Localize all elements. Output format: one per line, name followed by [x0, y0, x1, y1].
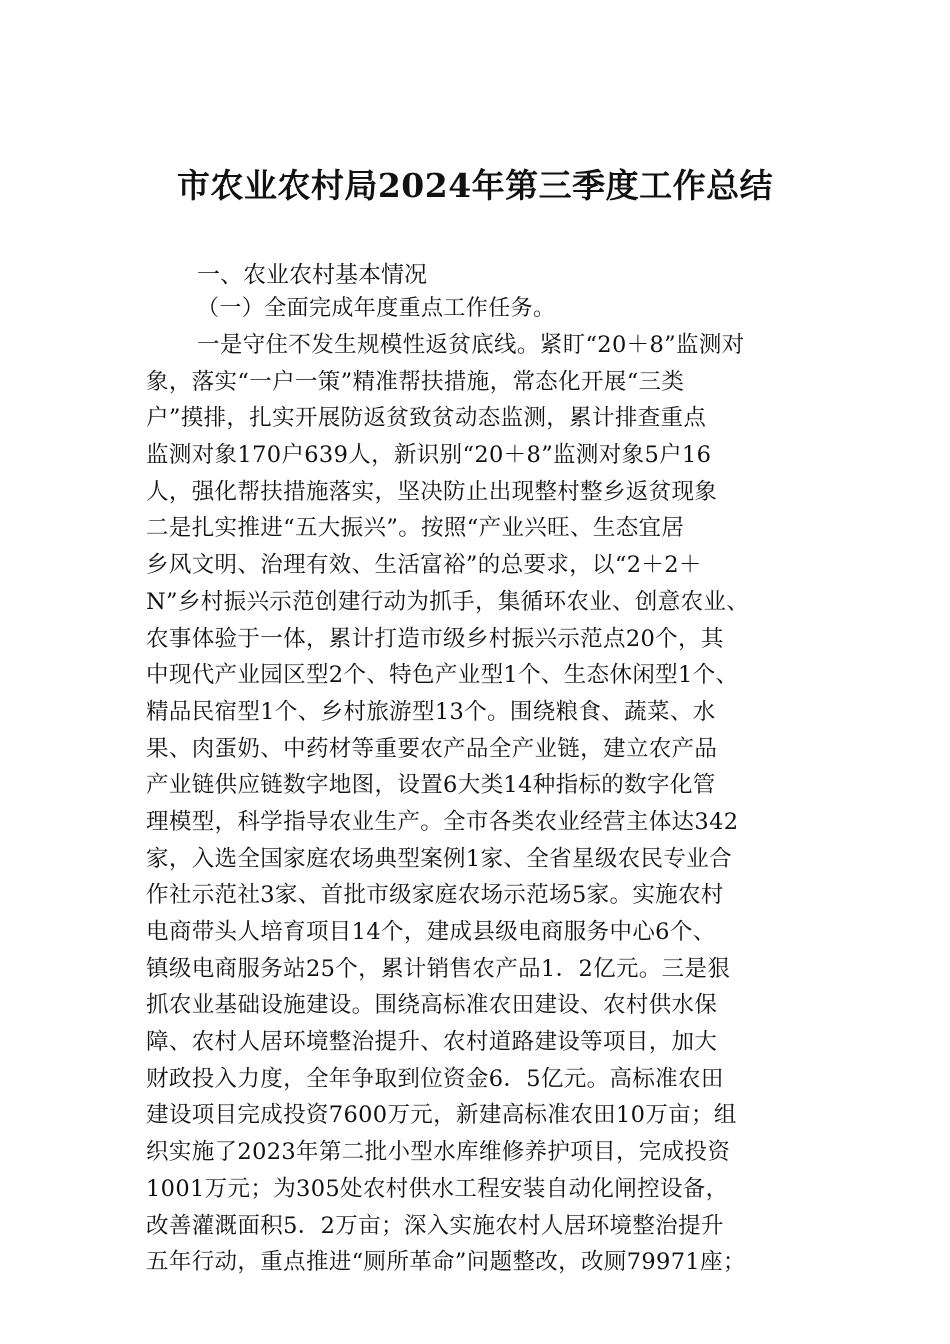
body-line: 电商带头人培育项目14个，建成县级电商服务中心6个、: [146, 919, 716, 945]
body-line: 果、肉蛋奶、中药材等重要农产品全产业链，建立农产品: [146, 735, 718, 762]
body-line: 中现代产业园区型2个、特色产业型1个、生态休闲型1个、: [146, 662, 739, 689]
body-line: 障、农村人居环境整治提升、农村道路建设等项目，加大: [146, 1029, 718, 1056]
sub-heading: （一）全面完成年度重点工作任务。: [197, 296, 556, 321]
body-line: 织实施了2023年第二批小型水库维修养护项目，完成投资: [146, 1139, 731, 1166]
body-line: 乡风文明、治理有效、生活富裕”的总要求，以“2＋2＋: [146, 552, 702, 579]
body-line: 象，落实“一户一策”精准帮扶措施，常态化开展“三类: [146, 368, 685, 395]
body-line: 精品民宿型1个、乡村旅游型13个。围绕粮食、蔬菜、水: [146, 698, 716, 725]
body-line: 一是守住不发生规模性返贫底线。紧盯“20＋8”监测对: [197, 332, 745, 358]
body-line: 1001万元；为305处农村供水工程安装自动化闸控设备，: [146, 1175, 729, 1202]
document-title: 市农业农村局2024年第三季度工作总结: [176, 166, 774, 205]
body-line: 作社示范社3家、首批市级家庭农场示范场5家。实施农村: [146, 882, 724, 909]
body-line: 理模型，科学指导农业生产。全市各类农业经营主体达342: [146, 808, 739, 835]
body-line: 农事体验于一体，累计打造市级乡村振兴示范点20个，其: [146, 625, 724, 652]
body-line: 监测对象170户639人，新识别“20＋8”监测对象5户16: [146, 442, 712, 469]
body-line: 改善灌溉面积5．2万亩；深入实施农村人居环境整治提升: [146, 1212, 724, 1239]
body-line: 产业链供应链数字地图，设置6大类14种指标的数字化管: [146, 772, 716, 799]
body-line: 财政投入力度，全年争取到位资金6．5亿元。高标准农田: [146, 1065, 724, 1092]
body-line: 抓农业基础设施建设。围绕高标准农田建设、农村供水保: [146, 992, 718, 1019]
body-line: 二是扎实推进“五大振兴”。按照“产业兴旺、生态宜居: [146, 515, 685, 542]
body-line: 户”摸排，扎实开展防返贫致贫动态监测，累计排查重点: [146, 405, 707, 432]
body-line: N”乡村振兴示范创建行动为抓手，集循环农业、创意农业、: [146, 588, 750, 615]
body-line: 镇级电商服务站25个，累计销售农产品1．2亿元。三是狠: [146, 955, 731, 982]
body-line: 家，入选全国家庭农场典型案例1家、全省星级农民专业合: [146, 845, 732, 872]
body-line: 建设项目完成投资7600万元，新建高标准农田10万亩；组: [146, 1102, 737, 1129]
body-line: 人，强化帮扶措施落实，坚决防止出现整村整乡返贫现象: [146, 478, 718, 505]
section-heading: 一、农业农村基本情况: [197, 262, 427, 288]
body-paragraph: [146, 327, 826, 1281]
body-line: 五年行动，重点推进“厕所革命”问题整改，改厕79971座；: [146, 1249, 746, 1276]
